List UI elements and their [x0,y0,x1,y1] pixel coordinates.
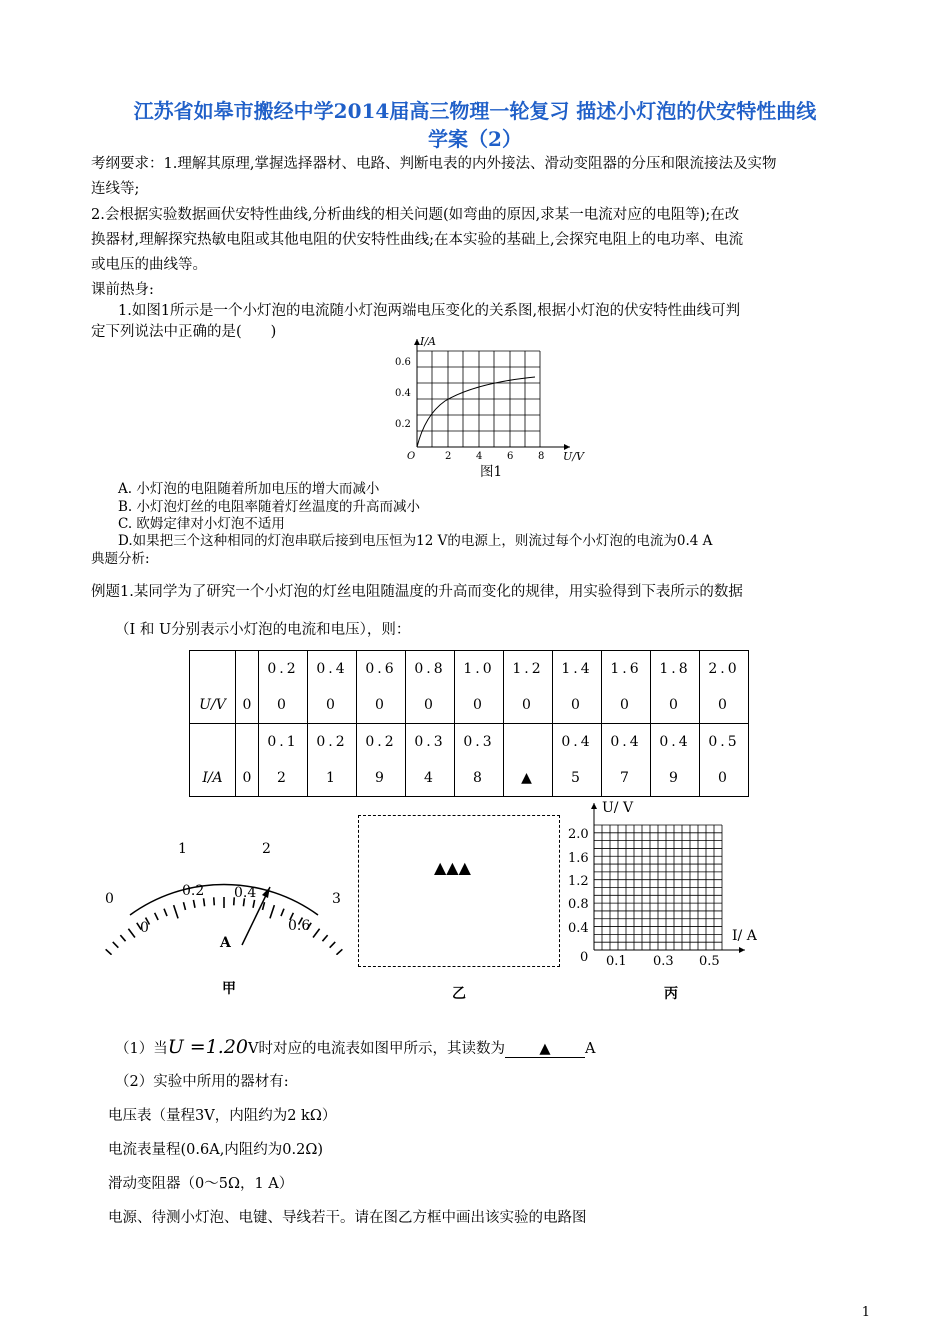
page-number: 1 [861,1305,870,1320]
box-caption: 乙 [452,986,466,1002]
option-b: B. 小灯泡灯丝的电阻率随着灯丝温度的升高而减小 [118,499,421,515]
meter-top-label: 2 [262,841,271,857]
q2-line2: 电压表（量程3V，内阻约为2 kΩ） [108,1108,337,1124]
q2-line5: 电源、待测小灯泡、电键、导线若干。请在图乙方框中画出该实验的电路图 [108,1210,587,1226]
option-d: D.如果把三个这种相同的灯泡串联后接到电压恒为12 V的电源上，则流过每个小灯泡的电流为0.4 A [118,533,713,549]
meter-bottom-label: 0 [140,920,149,936]
grid-caption: 丙 [664,986,678,1002]
box-placeholder: ▲▲▲ [434,858,471,877]
option-a: A. 小灯泡的电阻随着所加电压的增大而减小 [118,481,380,497]
meter-tick [253,900,255,908]
doc-title-line1: 江苏省如皋市搬经中学2014届高三物理一轮复习 描述小灯泡的伏安特性曲线 [133,99,817,123]
grid-ytick: 2.0 [568,827,589,842]
meter-tick [281,909,284,916]
fig1-ylabel: I/A [420,335,436,348]
doc-title-line2: 学案（2） [428,127,522,151]
circuit-diagram-box [358,815,560,967]
meter-tick [164,909,167,916]
meter-tick [214,897,215,905]
grid-xtick: 0.5 [699,954,720,969]
meter-top-label: 3 [332,891,341,907]
fig1-ytick: 0.2 [395,419,411,430]
grid-ytick: 0.8 [568,897,589,912]
grid-ylabel: U/ V [602,800,634,816]
answer-blank: ▲ [505,1041,585,1058]
question-1: （1）当U =1.20V时对应的电流表如图甲所示，其读数为 ▲ A [115,1036,596,1058]
grid-origin: 0 [580,950,589,965]
q2-line4: 滑动变阻器（0～5Ω，1 A） [108,1176,294,1192]
meter-bottom-label: 0.2 [182,883,205,899]
requirements-line3: 2.会根据实验数据画伏安特性曲线,分析曲线的相关问题(如弯曲的原因,求某一电流对应的电阻等);在改 [91,207,740,223]
meter-tick [322,935,327,941]
table-row: U/V 0 0.2 0 0.4 0 0.6 0 0.8 0 1.0 0 1.2 0 1.4 0 1.6 0 1.8 0 2.0 0 [190,651,749,724]
needle-label: A [220,935,231,951]
requirements-line4: 换器材,理解探究热敏电阻或其他电阻的伏安特性曲线;在本实验的基础上,会探究电阻上的电功率、电流 [91,232,744,248]
warmup-heading: 课前热身: [91,282,154,298]
meter-tick [270,905,274,918]
meter-tick [330,942,336,948]
meter-tick [204,898,205,906]
analysis-heading: 典题分析: [91,551,150,567]
option-c: C. 欧姆定律对小灯泡不适用 [118,516,285,532]
row-label-u: U/V [199,697,226,713]
q2-line3: 电流表量程(0.6A,内阻约为0.2Ω) [108,1142,324,1158]
grid-ytick: 0.4 [568,921,589,936]
grid-ytick: 1.2 [568,874,589,889]
requirements-line1: 考纲要求：1.理解其原理,掌握选择器材、电路、判断电表的内外接法、滑动变阻器的分压和限流接法及实物 [91,156,777,172]
fig1-xtick: 4 [476,451,483,462]
grid-ytick: 1.6 [568,851,589,866]
q2-line1: （2）实验中所用的器材有: [115,1074,289,1090]
fig1-xtick: 6 [507,451,514,462]
fig1-ytick: 0.6 [395,357,411,368]
requirements-line5: 或电压的曲线等。 [91,257,207,273]
meter-tick [193,900,195,908]
meter-tick [336,949,342,954]
meter-tick [313,929,320,938]
example1-line2: （I 和 U分别表示小灯泡的电流和电压），则： [115,622,411,638]
meter-tick [183,902,185,910]
meter-tick [174,905,178,918]
uv-grid-chart [560,795,770,975]
meter-top-label: 0 [105,891,114,907]
row-label-i: I/A [202,770,223,786]
grid-xtick: 0.1 [606,954,627,969]
fig1-xlabel: U/V [563,450,584,463]
fig1-xtick: 2 [445,451,452,462]
meter-bottom-label: 0.4 [234,885,257,901]
voltage-formula: U =1.20 [167,1036,249,1058]
data-table [189,650,749,797]
meter-caption: 甲 [222,981,236,997]
requirements-line2: 连线等; [91,181,140,197]
fig1-xtick: 8 [538,451,545,462]
fig1-caption: 图1 [480,464,503,480]
grid-xlabel: I/ A [732,928,757,944]
ammeter-dial [100,835,360,955]
meter-bottom-label: 0.6 [288,918,311,934]
meter-tick [155,913,158,920]
meter-tick [128,929,135,938]
table-row: I/A 0 0.1 2 0.2 1 0.2 9 0.3 4 0.3 8 ▲ 0.4 5 0.4 7 0.4 9 0.5 0 [190,724,749,797]
example1-line1: 例题1.某同学为了研究一个小灯泡的灯丝电阻随温度的升高而变化的规律，用实验得到下表所示的数据 [91,584,743,600]
q1-line1: 1.如图1所示是一个小灯泡的电流随小灯泡两端电压变化的关系图,根据小灯泡的伏安特性曲线可判 [118,303,741,319]
fig1-origin: O [407,451,416,462]
q1-line2: 定下列说法中正确的是( ) [91,324,277,340]
fig1-ytick: 0.4 [395,388,411,399]
meter-tick [106,949,112,954]
meter-top-label: 1 [178,841,187,857]
figure-1-iv-curve [375,335,595,465]
meter-tick [120,935,125,941]
meter-tick [113,942,119,948]
grid-xtick: 0.3 [653,954,674,969]
